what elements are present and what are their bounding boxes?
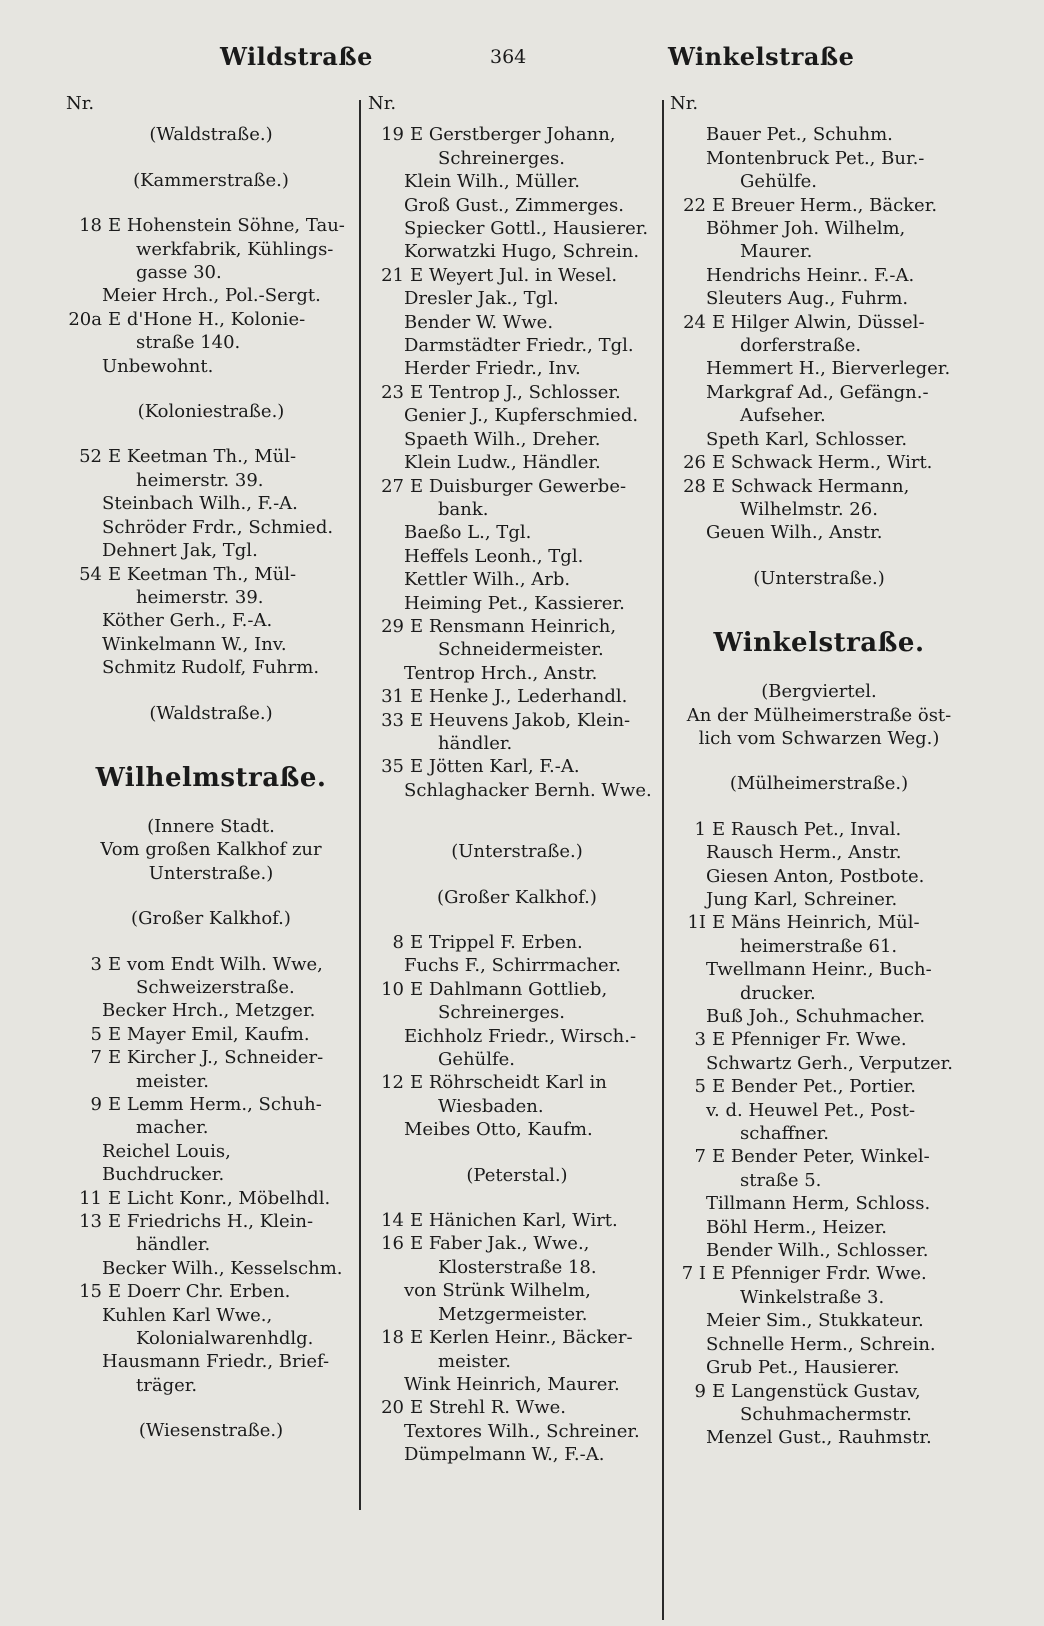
list-item: 15 E Doerr Chr. Erben. xyxy=(79,1281,291,1303)
list-item-continuation: heimerstraße 61. xyxy=(740,935,898,957)
section-heading: (Koloniestraße.) xyxy=(137,401,285,423)
section-heading: An der Mülheimerstraße öst- xyxy=(686,704,952,726)
list-item: 18 E Hohenstein Söhne, Tau- xyxy=(79,215,345,237)
list-item: 26 E Schwack Herm., Wirt. xyxy=(683,452,933,474)
section-heading: (Wiesenstraße.) xyxy=(138,1420,284,1442)
list-item-continuation: Metzgermeister. xyxy=(438,1303,588,1325)
list-item: 7 E Bender Peter, Winkel- xyxy=(694,1146,930,1168)
section-heading: (Kammerstraße.) xyxy=(133,169,289,191)
list-item: Montenbruck Pet., Bur.- xyxy=(706,147,925,169)
list-item: 22 E Breuer Herm., Bäcker. xyxy=(683,194,938,216)
list-item: 14 E Hänichen Karl, Wirt. xyxy=(381,1210,618,1232)
list-item: 18 E Kerlen Heinr., Bäcker- xyxy=(381,1327,633,1349)
list-item: 11 E Licht Konr., Möbelhdl. xyxy=(79,1187,331,1209)
list-item: Becker Wilh., Kesselschm. xyxy=(102,1257,343,1279)
list-item: Wink Heinrich, Maurer. xyxy=(404,1373,620,1395)
section-heading: lich vom Schwarzen Weg.) xyxy=(698,727,940,749)
list-item: Sleuters Aug., Fuhrm. xyxy=(706,288,909,310)
list-item-continuation: Wilhelmstr. 26. xyxy=(740,498,878,520)
list-item: Klein Wilh., Müller. xyxy=(404,171,580,193)
list-item: Bender Wilh., Schlosser. xyxy=(706,1240,929,1262)
list-item-continuation: macher. xyxy=(136,1117,209,1139)
page-number: 364 xyxy=(490,46,527,68)
column-divider-1 xyxy=(359,100,361,1510)
section-heading: (Unterstraße.) xyxy=(753,567,885,589)
list-item: Buß Joh., Schuhmacher. xyxy=(706,1006,926,1027)
list-item: Darmstädter Friedr., Tgl. xyxy=(404,335,634,357)
header-right-street: Winkelstraße xyxy=(668,42,855,71)
list-item: Menzel Gust., Rauhmstr. xyxy=(706,1427,932,1449)
section-heading: (Waldstraße.) xyxy=(149,124,273,146)
section-heading: (Mülheimerstraße.) xyxy=(729,773,909,795)
list-item: Köther Gerh., F.-A. xyxy=(102,610,273,632)
list-item-continuation: heimerstr. 39. xyxy=(136,469,264,491)
list-item: Schlaghacker Bernh. Wwe. xyxy=(404,779,652,801)
list-item: Rausch Herm., Anstr. xyxy=(706,842,902,864)
list-item: 10 E Dahlmann Gottlieb, xyxy=(381,978,608,1000)
list-item-continuation: Schreinerges. xyxy=(438,1002,566,1024)
list-item-continuation: Gehülfe. xyxy=(438,1049,516,1071)
list-item: Jung Karl, Schreiner. xyxy=(706,888,898,910)
column-1 xyxy=(66,92,356,1443)
column-2 xyxy=(368,92,666,1467)
list-item: Fuchs F., Schirrmacher. xyxy=(404,955,622,977)
list-item: von Strünk Wilhelm, xyxy=(404,1280,591,1302)
list-item: Bender W. Wwe. xyxy=(404,311,554,333)
list-item: 13 E Friedrichs H., Klein- xyxy=(79,1211,314,1233)
list-item: 21 E Weyert Jul. in Wesel. xyxy=(381,264,618,286)
list-item-continuation: Schweizerstraße. xyxy=(136,976,295,998)
header-left-street: Wildstraße xyxy=(220,42,373,71)
list-item-continuation: heimerstr. 39. xyxy=(136,586,264,608)
list-item: Reichel Louis, Buchdrucker. xyxy=(102,1140,231,1186)
list-item-continuation: schaffner. xyxy=(740,1123,830,1145)
list-item: 7 E Kircher J., Schneider- xyxy=(90,1047,324,1069)
list-item: Tentrop Hrch., Anstr. xyxy=(404,662,598,684)
list-item-continuation: werkfabrik, Kühlings- xyxy=(136,238,334,260)
list-item: Twellmann Heinr., Buch- xyxy=(706,959,932,981)
list-item: Unbewohnt. xyxy=(102,355,214,377)
list-item: Meier Sim., Stukkateur. xyxy=(706,1310,924,1332)
list-item: 3 E vom Endt Wilh. Wwe, xyxy=(90,953,323,975)
list-item: Hausmann Friedr., Brief- xyxy=(102,1351,330,1373)
list-item: 7 I E Pfenniger Frdr. Wwe. xyxy=(681,1263,927,1285)
list-item: Groß Gust., Zimmerges. xyxy=(404,194,624,216)
list-item: Steinbach Wilh., F.-A. xyxy=(102,493,298,515)
list-item: 3 E Pfenniger Fr. Wwe. xyxy=(694,1029,907,1051)
list-item: Böhmer Joh. Wilhelm, xyxy=(706,218,906,240)
list-item: 27 E Duisburger Gewerbe- xyxy=(381,475,627,497)
section-heading: (Unterstraße.) xyxy=(451,841,583,863)
list-item-continuation: straße 5. xyxy=(740,1169,822,1191)
list-item: v. d. Heuwel Pet., Post- xyxy=(706,1099,916,1121)
list-item: Meibes Otto, Kaufm. xyxy=(404,1119,593,1141)
list-item: Bauer Pet., Schuhm. xyxy=(706,124,893,146)
list-item: Dehnert Jak, Tgl. xyxy=(102,540,258,562)
list-item: 16 E Faber Jak., Wwe., xyxy=(381,1233,590,1255)
list-item: Hemmert H., Bierverleger. xyxy=(706,358,951,380)
list-item: Herder Friedr., Inv. xyxy=(404,358,581,380)
list-item-continuation: träger. xyxy=(136,1374,198,1396)
list-item: 33 E Heuvens Jakob, Klein- xyxy=(381,709,631,731)
list-item: Winkelmann W., Inv. xyxy=(102,633,287,655)
list-item: Spaeth Wilh., Dreher. xyxy=(404,428,601,450)
list-item: 12 E Röhrscheidt Karl in xyxy=(381,1072,607,1094)
list-item: Kettler Wilh., Arb. xyxy=(404,569,571,591)
list-item: Becker Hrch., Metzger. xyxy=(102,1000,316,1022)
list-item-continuation: Wiesbaden. xyxy=(438,1095,544,1117)
list-item: Meier Hrch., Pol.-Sergt. xyxy=(102,285,321,307)
nr-label: Nr. xyxy=(66,93,95,114)
list-item-continuation: Winkelstraße 3. xyxy=(740,1286,885,1308)
list-item-continuation: drucker. xyxy=(740,982,816,1004)
list-item: Hendrichs Heinr.. F.-A. xyxy=(706,264,915,286)
list-item: Eichholz Friedr., Wirsch.- xyxy=(404,1025,637,1047)
section-heading: (Großer Kalkhof.) xyxy=(437,886,597,908)
section-heading: (Waldstraße.) xyxy=(149,702,273,724)
list-item: Klein Ludw., Händler. xyxy=(404,452,601,474)
list-item-continuation: Gehülfe. xyxy=(740,171,818,193)
list-item-continuation: händler. xyxy=(136,1234,211,1256)
list-item: Markgraf Ad., Gefängn.- xyxy=(706,381,929,403)
list-item-continuation: Aufseher. xyxy=(740,405,826,427)
list-item: Giesen Anton, Postbote. xyxy=(706,865,925,887)
list-item-continuation: Schuhmachermstr. xyxy=(740,1403,912,1425)
list-item: 28 E Schwack Hermann, xyxy=(683,475,910,497)
list-item: Spiecker Gottl., Hausierer. xyxy=(404,218,649,240)
list-item: 20a E d'Hone H., Kolonie- xyxy=(68,308,306,330)
list-item: 9 E Langenstück Gustav, xyxy=(694,1380,921,1402)
list-item-continuation: dorferstraße. xyxy=(740,335,862,357)
section-heading: (Peterstal.) xyxy=(466,1164,568,1186)
list-item: Dümpelmann W., F.-A. xyxy=(404,1444,605,1466)
list-item: Baeßo L., Tgl. xyxy=(404,522,532,544)
list-item: Böhl Herm., Heizer. xyxy=(706,1216,887,1238)
list-item: 29 E Rensmann Heinrich, xyxy=(381,615,617,637)
list-item-continuation: händler. xyxy=(438,732,513,754)
nr-label: Nr. xyxy=(670,93,699,114)
list-item: Grub Pet., Hausierer. xyxy=(706,1357,900,1379)
list-item: 52 E Keetman Th., Mül- xyxy=(79,446,297,468)
section-heading: Vom großen Kalkhof zur xyxy=(100,839,322,861)
list-item: Schröder Frdr., Schmied. xyxy=(102,516,334,538)
list-item: Schwartz Gerh., Verputzer. xyxy=(706,1052,954,1074)
section-heading: Unterstraße.) xyxy=(148,862,274,884)
list-item: 35 E Jötten Karl, F.-A. xyxy=(381,756,580,778)
list-item: 20 E Strehl R. Wwe. xyxy=(381,1397,567,1419)
list-item-continuation: meister. xyxy=(136,1070,209,1092)
list-item: 5 E Bender Pet., Portier. xyxy=(694,1076,917,1098)
list-item: 1I E Mäns Heinrich, Mül- xyxy=(687,912,920,934)
list-item-continuation: gasse 30. xyxy=(136,262,222,284)
list-item: Kuhlen Karl Wwe., xyxy=(102,1304,273,1326)
section-heading: (Innere Stadt. xyxy=(147,815,275,837)
list-item: Schmitz Rudolf, Fuhrm. xyxy=(102,657,320,679)
list-item-continuation: Maurer. xyxy=(740,241,813,263)
list-item: 9 E Lemm Herm., Schuh- xyxy=(90,1094,322,1115)
list-item: 24 E Hilger Alwin, Düssel- xyxy=(683,311,925,333)
list-item-continuation: straße 140. xyxy=(136,332,241,354)
column-3 xyxy=(670,92,968,1450)
list-item-continuation: bank. xyxy=(438,498,489,520)
list-item: Heffels Leonh., Tgl. xyxy=(404,545,584,567)
list-item: 54 E Keetman Th., Mül- xyxy=(79,563,297,585)
list-item: Heiming Pet., Kassierer. xyxy=(404,592,625,614)
list-item: Speth Karl, Schlosser. xyxy=(706,428,908,450)
list-item-continuation: Klosterstraße 18. xyxy=(438,1256,597,1278)
street-title: Winkelstraße. xyxy=(713,628,925,659)
list-item-continuation: Kolonialwarenhdlg. xyxy=(136,1328,314,1350)
list-item-continuation: Schreinerges. xyxy=(438,147,566,169)
section-heading: (Bergviertel. xyxy=(761,681,877,703)
list-item: Korwatzki Hugo, Schrein. xyxy=(404,241,640,263)
list-item: 19 E Gerstberger Johann, xyxy=(381,124,616,146)
list-item: Geuen Wilh., Anstr. xyxy=(706,522,883,544)
list-item: 8 E Trippel F. Erben. xyxy=(392,932,583,953)
list-item: Schnelle Herm., Schrein. xyxy=(706,1333,936,1355)
street-title: Wilhelmstraße. xyxy=(95,762,327,793)
list-item: 5 E Mayer Emil, Kaufm. xyxy=(90,1023,310,1045)
section-heading: (Großer Kalkhof.) xyxy=(131,908,291,930)
page-header xyxy=(0,42,1044,82)
list-item: Tillmann Herm, Schloss. xyxy=(706,1193,931,1215)
list-item: Textores Wilh., Schreiner. xyxy=(404,1420,640,1442)
nr-label: Nr. xyxy=(368,93,397,114)
list-item: 31 E Henke J., Lederhandl. xyxy=(381,686,628,708)
list-item-continuation: meister. xyxy=(438,1350,511,1372)
list-item: Genier J., Kupferschmied. xyxy=(404,405,639,427)
list-item: Dresler Jak., Tgl. xyxy=(404,288,559,310)
list-item: 1 E Rausch Pet., Inval. xyxy=(694,818,902,840)
list-item: 23 E Tentrop J., Schlosser. xyxy=(381,381,621,403)
list-item-continuation: Schneidermeister. xyxy=(438,639,604,661)
